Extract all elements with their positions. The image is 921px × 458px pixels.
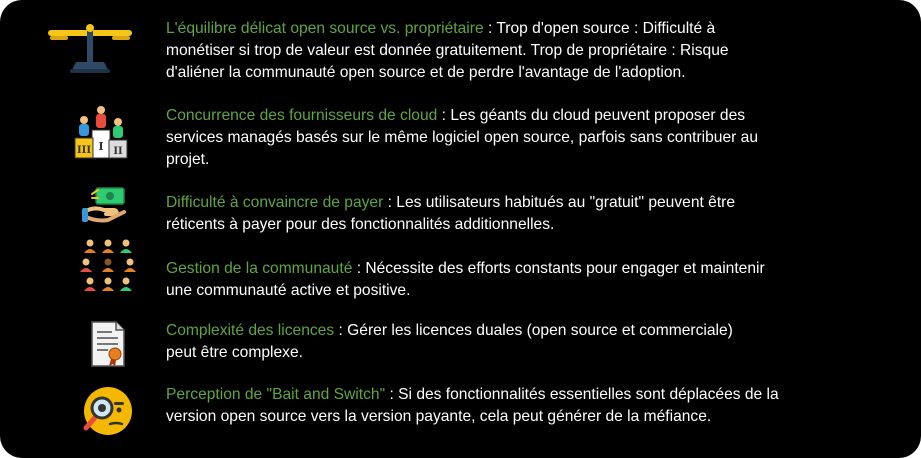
item-description: Les géants du cloud peuvent proposer des — [450, 107, 746, 124]
item-description: Si des fonctionnalités essentielles sont déplacées de la — [398, 386, 779, 403]
svg-text:III: III — [76, 145, 92, 156]
item-title: Complexité des licences — [166, 322, 335, 339]
item-description: monétiser si trop de valeur est donnée gratuitement. Trop de propriétaire : Risque — [166, 42, 729, 59]
item-description: réticents à payer pour des fonctionnalités additionnelles. — [166, 216, 555, 233]
magnifier-face-icon — [80, 384, 134, 438]
item-title: Concurrence des fournisseurs de cloud — [166, 107, 438, 124]
svg-text:II: II — [113, 146, 123, 157]
community-icon — [80, 238, 136, 296]
item-text: Perception de "Bait and Switch" : Si des fonctionnalités essentielles sont déplacées de la version open source vers la version payante, cela peut générer de la méfiance. — [166, 384, 779, 428]
item-description: Nécessite des efforts constants pour engager et maintenir — [365, 260, 765, 277]
balance-scale-icon — [46, 22, 134, 74]
item-text: Complexité des licences : Gérer les licences duales (open source et commerciale) peut être complexe. — [166, 320, 733, 364]
item-text: Gestion de la communauté : Nécessite des efforts constants pour engager et maintenir une communauté active et positive. — [166, 258, 765, 302]
item-description: projet. — [166, 151, 210, 168]
certificate-icon — [88, 320, 128, 368]
item-description: Gérer les licences duales (open source et commerciale) — [347, 322, 733, 339]
svg-text:I: I — [98, 140, 104, 153]
item-title: L'équilibre délicat open source vs. propriétaire — [166, 20, 484, 37]
item-description: peut être complexe. — [166, 344, 303, 361]
item-title: Difficulté à convaincre de payer — [166, 194, 384, 211]
item-description: Les utilisateurs habitués au "gratuit" peuvent être — [396, 194, 736, 211]
item-description: Trop d'open source : Difficulté à — [496, 20, 716, 37]
item-text: L'équilibre délicat open source vs. propriétaire : Trop d'open source : Difficulté à monétiser si trop de valeur est donnée gratuitement. Trop de propriétaire : Risque d'aliéner la communauté open source et de perdre l'avantage de l'adoption. — [166, 18, 729, 84]
podium-icon — [72, 104, 130, 160]
item-title: Perception de "Bait and Switch" — [166, 386, 386, 403]
item-description: version open source vers la version payante, cela peut générer de la méfiance. — [166, 408, 712, 425]
item-text: Concurrence des fournisseurs de cloud : Les géants du cloud peuvent proposer des services managés basés sur le même logiciel open source, parfois sans contribuer au projet. — [166, 105, 758, 171]
item-text: Difficulté à convaincre de payer : Les utilisateurs habitués au "gratuit" peuvent être réticents à payer pour des fonctionnalités additionnelles. — [166, 192, 735, 236]
item-description: services managés basés sur le même logiciel open source, parfois sans contribuer au — [166, 129, 758, 146]
item-title: Gestion de la communauté — [166, 260, 353, 277]
item-description: une communauté active et positive. — [166, 282, 411, 299]
money-hand-icon — [82, 186, 128, 226]
item-description: d'aliéner la communauté open source et de perdre l'avantage de l'adoption. — [166, 64, 686, 81]
